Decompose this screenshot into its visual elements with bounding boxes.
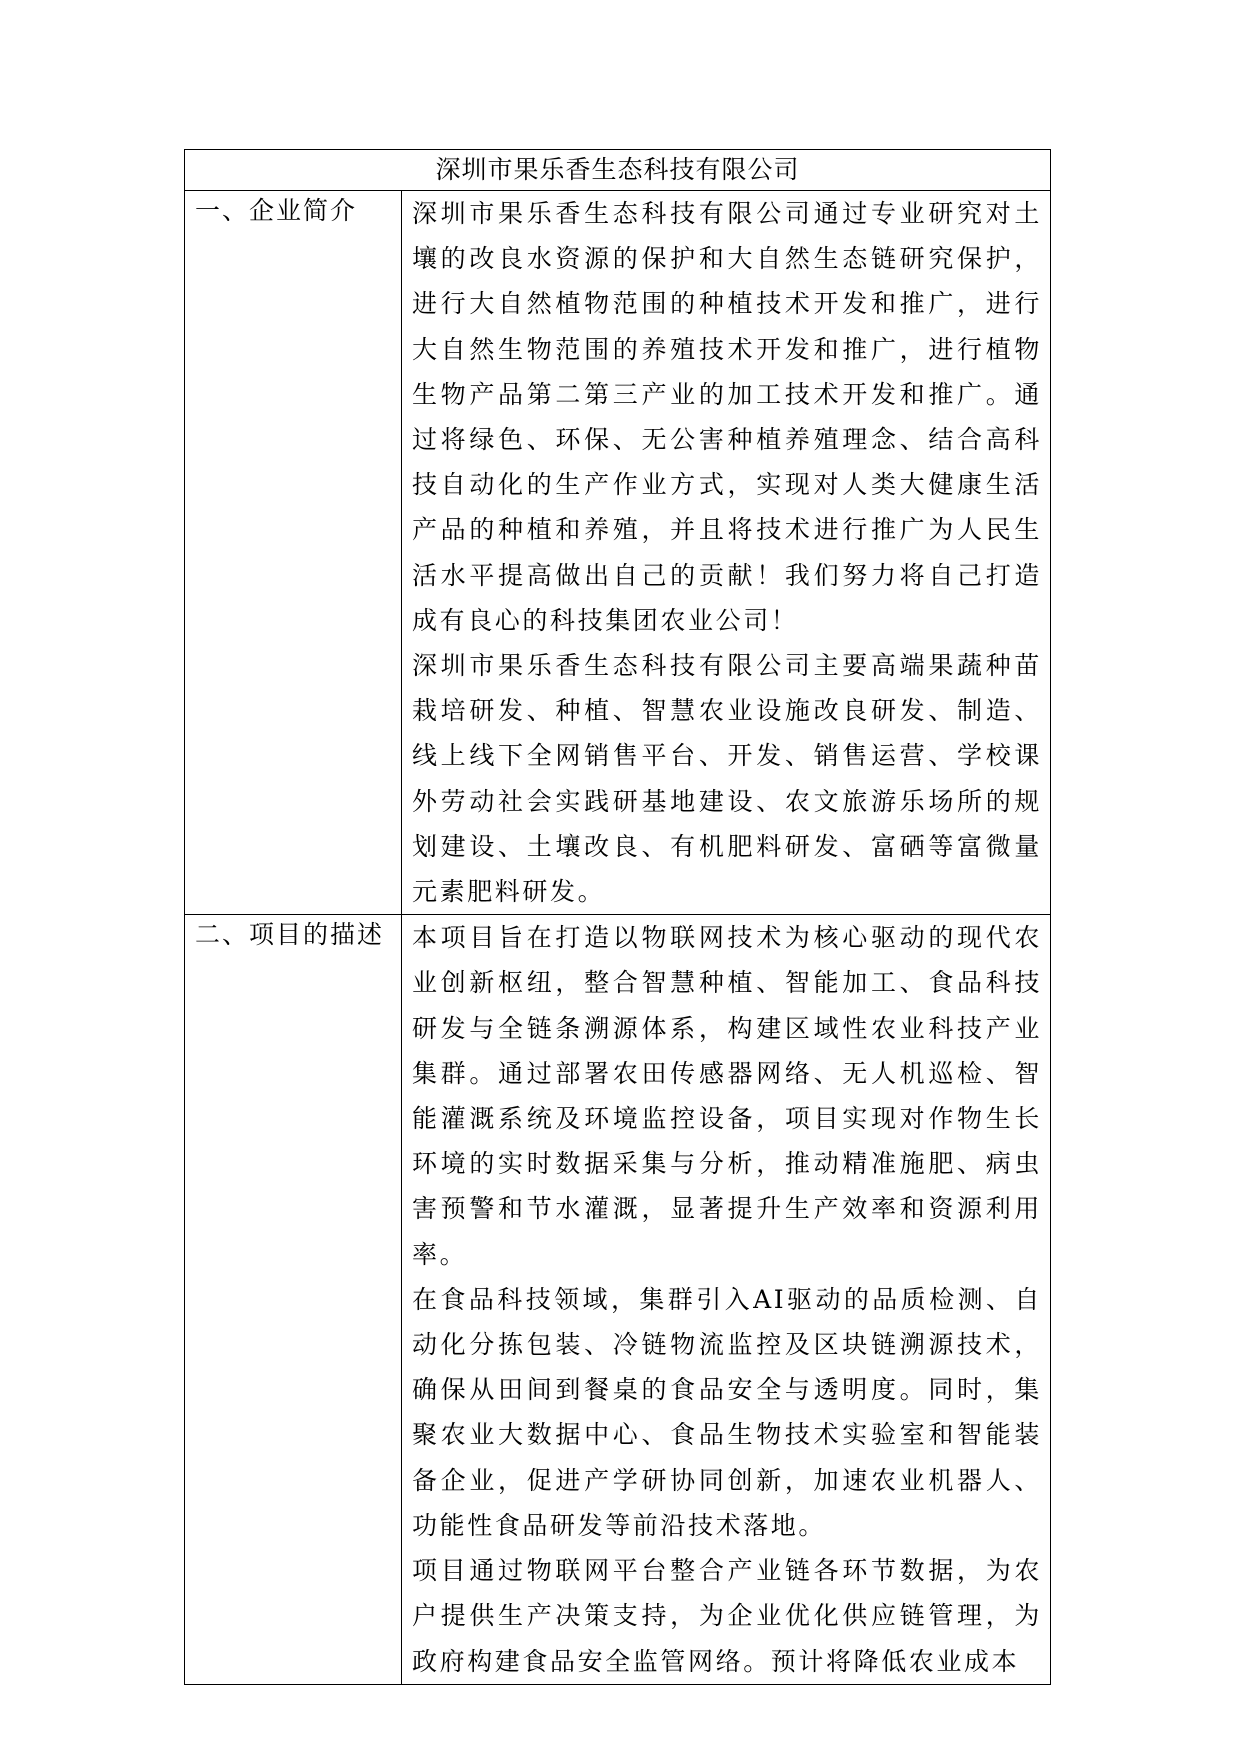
section-row-company-intro — [185, 191, 1051, 915]
paragraph: 深圳市果乐香生态科技有限公司通过专业研究对土壤的改良水资源的保护和大自然生态链研究保护，进行大自然植物范围的种植技术开发和推广，进行大自然生物范围的养殖技术开发和推广，进行植物生物产品第二第三产业的加工技术开发和推广。通过将绿色、环保、无公害种植养殖理念、结合高科技自动化的生产作业方式，实现对人类大健康生活产品的种植和养殖，并且将技术进行推广为人民生活水平提高做出自己的贡献！我们努力将自己打造成有良心的科技集团农业公司！ — [412, 199, 1043, 635]
paragraph: 项目通过物联网平台整合产业链各环节数据，为农户提供生产决策支持，为企业优化供应链管理，为政府构建食品安全监管网络。预计将降低农业成本 — [412, 1556, 1043, 1676]
section-content-company-intro — [402, 191, 1051, 915]
section-label-company-intro: 一、企业简介 — [185, 191, 402, 915]
title-row — [185, 150, 1051, 191]
paragraph: 在食品科技领域，集群引入AI驱动的品质检测、自动化分拣包装、冷链物流监控及区块链溯源技术，确保从田间到餐桌的食品安全与透明度。同时，集聚农业大数据中心、食品生物技术实验室和智能装备企业，促进产学研协同创新，加速农业机器人、功能性食品研发等前沿技术落地。 — [412, 1284, 1043, 1540]
section-content-project-description — [402, 915, 1051, 1684]
section-label-project-description: 二、项目的描述 — [185, 915, 402, 1684]
document-title: 深圳市果乐香生态科技有限公司 — [185, 150, 1051, 191]
paragraph: 本项目旨在打造以物联网技术为核心驱动的现代农业创新枢纽，整合智慧种植、智能加工、食品科技研发与全链条溯源体系，构建区域性农业科技产业集群。通过部署农田传感器网络、无人机巡检、智能灌溉系统及环境监控设备，项目实现对作物生长环境的实时数据采集与分析，推动精准施肥、病虫害预警和节水灌溉，显著提升生产效率和资源利用率。 — [412, 923, 1043, 1269]
section-row-project-description — [185, 915, 1051, 1684]
company-info-table — [184, 149, 1051, 1685]
paragraph: 深圳市果乐香生态科技有限公司主要高端果蔬种苗栽培研发、种植、智慧农业设施改良研发、制造、线上线下全网销售平台、开发、销售运营、学校课外劳动社会实践研基地建设、农文旅游乐场所的规划建设、土壤改良、有机肥料研发、富硒等富微量元素肥料研发。 — [412, 651, 1043, 907]
